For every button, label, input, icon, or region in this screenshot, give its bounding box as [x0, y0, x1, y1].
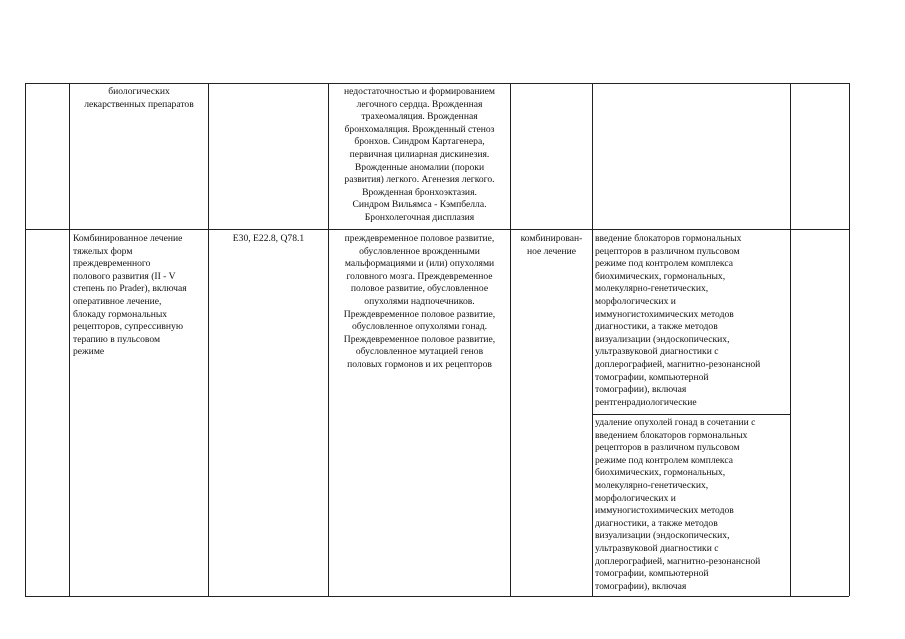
- table-cell-treatment-method: введение блокаторов гормональных рецепторов в различном пульсовом режиме под контролем комплекса биохимических, гормональных, молекулярно-генетических, морфологических и иммуногистохимических методов диагностики, а также методов визуализации (эндоскопических, ультразвуковой диагностики с доплерографией, магнитно-резонансной томографии, компьютерной томографии), включая рентгенрадиологические: [595, 233, 761, 408]
- table-cell-treatment-type: комбинирован- ное лечение: [520, 233, 583, 257]
- column-border: [849, 83, 850, 596]
- table-cell-treatment-method: удаление опухолей гонад в сочетании с введением блокаторов гормональных рецепторов в различном пульсовом режиме под контролем комплекса биохимических, гормональных, молекулярно-генетических, морфологических и иммуногистохимических методов диагностики, а также методов визуализации (эндоскопических, ультразвуковой диагностики с доплерографией, магнитно-резонансной томографии, компьютерной томографии), включая: [595, 417, 761, 592]
- table-cell-method-name: Комбинированное лечение тяжелых форм преждевременного полового развития (II - V степень по Prader), включая оперативное лечение, блокаду гормональных рецепторов, супрессивную терапию в пульсовом режиме: [73, 233, 187, 358]
- table-bottom-border: [25, 596, 849, 597]
- column-border: [69, 83, 70, 596]
- column-border: [790, 83, 791, 596]
- column-border: [510, 83, 511, 596]
- column-border: [208, 83, 209, 596]
- column-border: [25, 83, 26, 596]
- column-border: [592, 83, 593, 596]
- table-cell-method-name: биологических лекарственных препаратов: [84, 86, 194, 110]
- row-divider: [25, 229, 849, 230]
- table-top-border: [25, 83, 849, 84]
- table-cell-patient-model: недостаточностью и формированием легочного сердца. Врожденная трахеомаляция. Врожденная бронхомаляция. Врожденный стеноз бронхов. Синдром Картагенера, первичная цилиарная дискинезия. Врожденные аномалии (пороки развития) легкого. Агенезия легкого. Врожденная бронхоэктазия. Синдром Вильямса - Кэмпбелла. Бронхолегочная дисплазия: [343, 86, 496, 223]
- table-cell-patient-model: преждевременное половое развитие, обусловленное врожденными мальформациями и (или) опухолями головного мозга. Преждевременное половое развитие, обусловленное опухолями надпочечников. Преждевременное половое развитие, обусловленное опухолями гонад. Преждевременное половое развитие, обусловленное мутацией генов половых гормонов и их рецепторов: [343, 233, 496, 370]
- table-cell-icd-codes: E30, E22.8, Q78.1: [232, 233, 305, 244]
- subrow-divider: [592, 414, 790, 415]
